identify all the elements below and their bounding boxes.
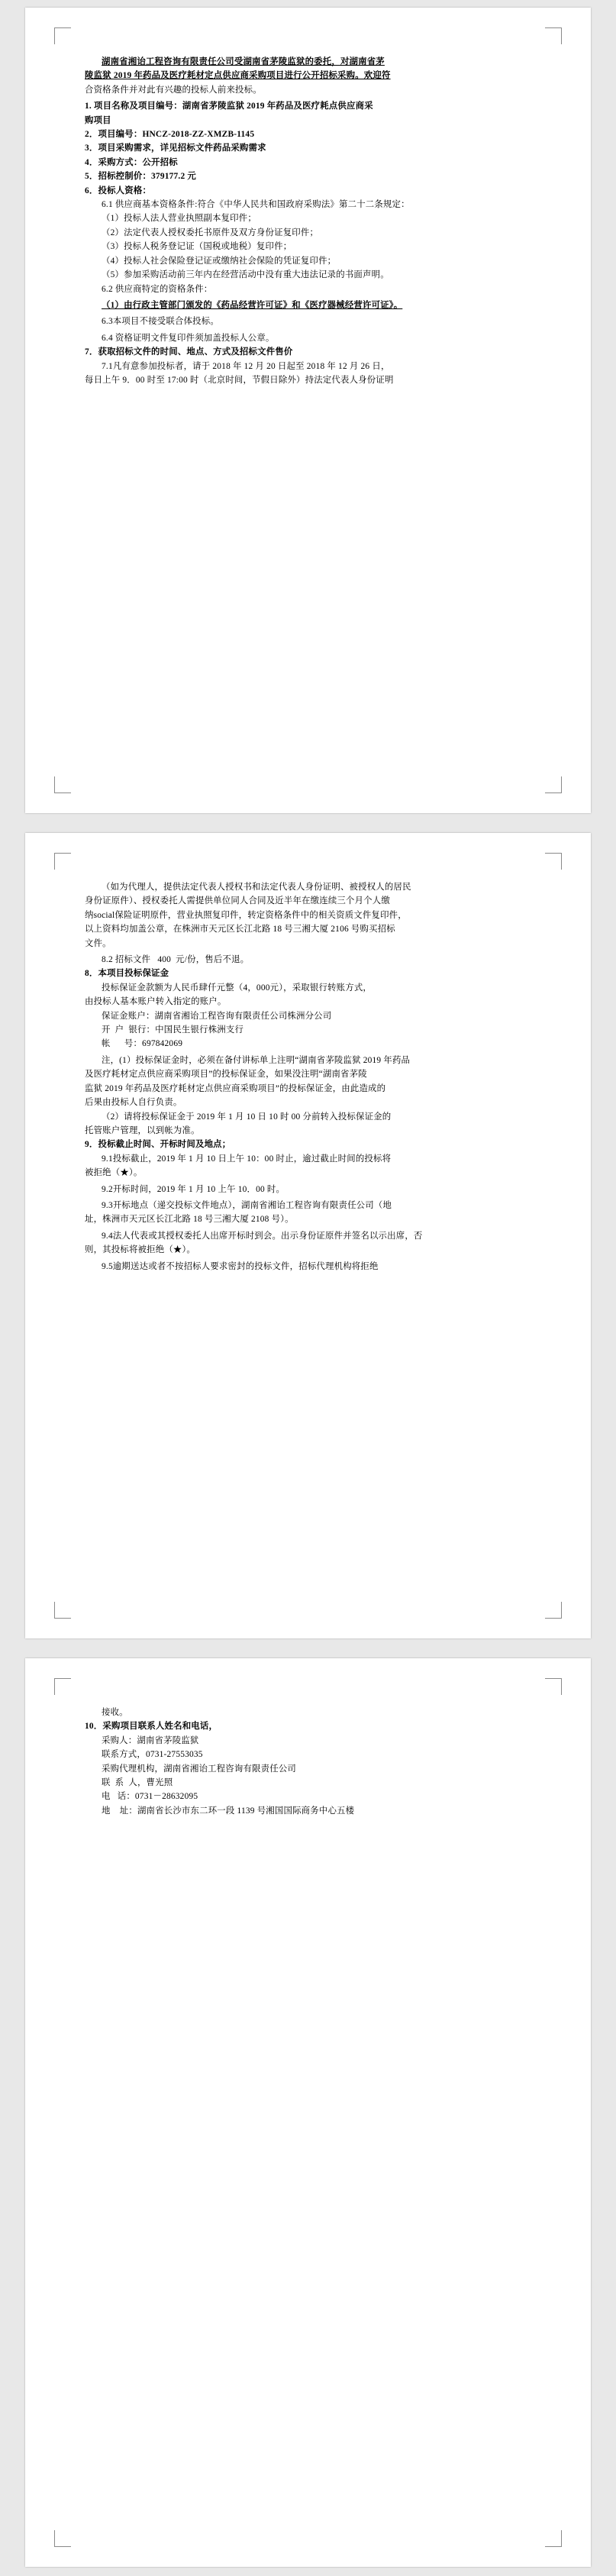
paragraph-line: 及医疗耗材定点供应商采购项目”的投标保证金，如果没注明“湖南省茅陵 bbox=[85, 1070, 367, 1080]
crop-mark-icon bbox=[545, 1602, 562, 1619]
paragraph-line: 注，(1）投标保证金时，必须在备付讲标单上注明“湖南省茅陵监狱 2019 年药品 bbox=[102, 1055, 411, 1065]
paragraph-line: 9.3开标地点（递交投标文件地点），湖南省湘诒工程咨询有限责任公司（地 bbox=[102, 1200, 392, 1210]
paragraph-line: 电 话：0731－28632095 bbox=[102, 1792, 198, 1802]
crop-mark-icon bbox=[545, 853, 562, 870]
paragraph-line: 保证金账户：湖南省湘诒工程咨询有限责任公司株洲分公司 bbox=[102, 1011, 332, 1021]
section-heading: 5．招标控制价：379177.2 元 bbox=[85, 172, 196, 182]
section-heading: 10．采购项目联系人姓名和电话， bbox=[85, 1722, 218, 1732]
document-page-3 bbox=[25, 1658, 591, 2567]
crop-mark-icon bbox=[54, 776, 71, 793]
paragraph-line: 湖南省湘诒工程咨询有限责任公司受湖南省茅陵监狱的委托，对湖南省茅 bbox=[102, 57, 385, 66]
paragraph-line: 6.3本项目不接受联合体投标。 bbox=[102, 317, 219, 327]
crop-mark-icon bbox=[54, 853, 71, 870]
section-heading: 3．项目采购需求，详见招标文件药品采购需求 bbox=[85, 144, 266, 153]
paragraph-line: 地 址：湖南省长沙市东二环一段 1139 号湘国国际商务中心五楼 bbox=[102, 1806, 355, 1816]
paragraph-line: 监狱 2019 年药品及医疗耗材定点供应商采购项目”的投标保证金，由此造成的 bbox=[85, 1083, 386, 1093]
paragraph-line: （如为代理人，提供法定代表人授权书和法定代表人身份证明、被授权人的居民 bbox=[102, 883, 411, 892]
paragraph-line: 9.4法人代表或其授权委托人出席开标时到会。出示身份证原件并签名以示出席，否 bbox=[102, 1231, 423, 1241]
paragraph-line: 陵监狱 2019 年药品及医疗耗材定点供应商采购项目进行公开招标采购。欢迎符 bbox=[85, 71, 391, 81]
paragraph-line: 开 户 银行：中国民生银行株洲支行 bbox=[102, 1025, 244, 1035]
paragraph-line: 6.4 资格证明文件复印件须加盖投标人公章。 bbox=[102, 333, 275, 343]
paragraph-line: （4）投标人社会保险登记证或缴纳社会保险的凭证复印件； bbox=[102, 256, 337, 266]
crop-mark-icon bbox=[545, 776, 562, 793]
section-heading: 7．获取招标文件的时间、地点、方式及招标文件售价 bbox=[85, 347, 293, 357]
paragraph-line: 由投标人基本账户转入指定的账户。 bbox=[85, 997, 227, 1007]
paragraph-line: 合资格条件并对此有兴趣的投标人前来投标。 bbox=[85, 85, 262, 95]
paragraph-line: （1）投标人法人营业执照副本复印件； bbox=[102, 214, 256, 224]
paragraph-line: （2）法定代表人授权委托书原件及双方身份证复印件； bbox=[102, 228, 319, 237]
page-1-content bbox=[85, 55, 537, 387]
paragraph-line: 以上资料均加盖公章，在株洲市天元区长江北路 18 号三湘大厦 2106 号购买招标 bbox=[85, 925, 395, 935]
paragraph-line: 文件。 bbox=[85, 938, 111, 948]
paragraph-line: 投标保证金款额为人民币肆仟元整（4，000元），采取银行转账方式， bbox=[102, 983, 373, 993]
paragraph-line: 9.5逾期送达或者不按招标人要求密封的投标文件，招标代理机构将拒绝 bbox=[102, 1261, 379, 1271]
section-heading: 8．本项目投标保证金 bbox=[85, 969, 169, 979]
paragraph-line: 9.1投标截止，2019 年 1 月 10 日上午 10：00 时止，逾过截止时间的投标将 bbox=[102, 1154, 392, 1164]
paragraph-line: （3）投标人税务登记证（国税或地税）复印件； bbox=[102, 242, 292, 252]
paragraph-line: 每日上午 9．00 时至 17:00 时（北京时间，节假日除外）持法定代表人身份证明 bbox=[85, 375, 394, 385]
paragraph-line: 8.2 招标文件 400 元/份，售后不退。 bbox=[102, 955, 250, 965]
document-page-2 bbox=[25, 833, 591, 1638]
page-3-content bbox=[85, 1706, 537, 1818]
crop-mark-icon bbox=[54, 1678, 71, 1695]
paragraph-line: 后果由投标人自行负责。 bbox=[85, 1098, 182, 1108]
crop-mark-icon bbox=[54, 1602, 71, 1619]
section-heading: 2．项目编号：HNCZ-2018-ZZ-XMZB-1145 bbox=[85, 130, 255, 140]
paragraph-line: 帐 号：697842069 bbox=[102, 1039, 183, 1049]
paragraph-line: 身份证原件）、授权委托人需提供单位同人合同及近半年在缴连续三个月个人缴 bbox=[85, 896, 390, 906]
paragraph-line: 联 系 人，曹光照 bbox=[102, 1778, 173, 1788]
crop-mark-icon bbox=[545, 1678, 562, 1695]
document-page-1 bbox=[25, 8, 591, 813]
section-heading: 6．投标人资格： bbox=[85, 186, 152, 195]
crop-mark-icon bbox=[54, 2530, 71, 2547]
paragraph-line: 6.1 供应商基本资格条件:符合《中华人民共和国政府采购法》第二十二条规定： bbox=[102, 200, 410, 210]
crop-mark-icon bbox=[545, 27, 562, 44]
paragraph-line: 联系方式，0731-27553035 bbox=[102, 1750, 203, 1760]
paragraph-line: 接收。 bbox=[102, 1708, 128, 1717]
paragraph-line: 纳social保险证明原件，营业执照复印件，转定资格条件中的相关资质文件复印件， bbox=[85, 910, 407, 920]
paragraph-line: 购项目 bbox=[85, 115, 111, 125]
section-heading: 1. 项目名称及项目编号：湖南省茅陵监狱 2019 年药品及医疗耗点供应商采 bbox=[85, 102, 373, 111]
paragraph-line: 采购人：湖南省茅陵监狱 bbox=[102, 1735, 199, 1745]
paragraph-line: （1）由行政主管部门颁发的《药品经营许可证》和《医疗器械经营许可证》。 bbox=[102, 300, 403, 310]
paragraph-line: 址，株洲市天元区长江北路 18 号三湘大厦 2108 号）。 bbox=[85, 1215, 294, 1225]
paragraph-line: 7.1凡有意参加投标者，请于 2018 年 12 月 20 日起至 2018 年 12 月 26 日， bbox=[102, 361, 390, 371]
paragraph-line: （2）请将投标保证金于 2019 年 1 月 10 日 10 时 00 分前转入投标保证金的 bbox=[102, 1112, 392, 1122]
crop-mark-icon bbox=[54, 27, 71, 44]
crop-mark-icon bbox=[545, 2530, 562, 2547]
section-heading: 9．投标截止时间、开标时间及地点； bbox=[85, 1140, 231, 1150]
paragraph-line: 9.2开标时间，2019 年 1 月 10 上午 10．00 时。 bbox=[102, 1184, 285, 1194]
paragraph-line: 托管账户管理，以到帐为准。 bbox=[85, 1125, 200, 1135]
paragraph-line: （5）参加采购活动前三年内在经营活动中没有重大违法记录的书面声明。 bbox=[102, 270, 389, 280]
paragraph-line: 6.2 供应商特定的资格条件： bbox=[102, 284, 213, 294]
page-2-content bbox=[85, 880, 537, 1273]
paragraph-line: 采购代理机构，湖南省湘诒工程咨询有限责任公司 bbox=[102, 1764, 296, 1774]
section-heading: 4．采购方式：公开招标 bbox=[85, 157, 178, 167]
paragraph-line: 被拒绝（★）。 bbox=[85, 1168, 143, 1178]
paragraph-line: 则，其投标将被拒绝（★）。 bbox=[85, 1245, 195, 1255]
